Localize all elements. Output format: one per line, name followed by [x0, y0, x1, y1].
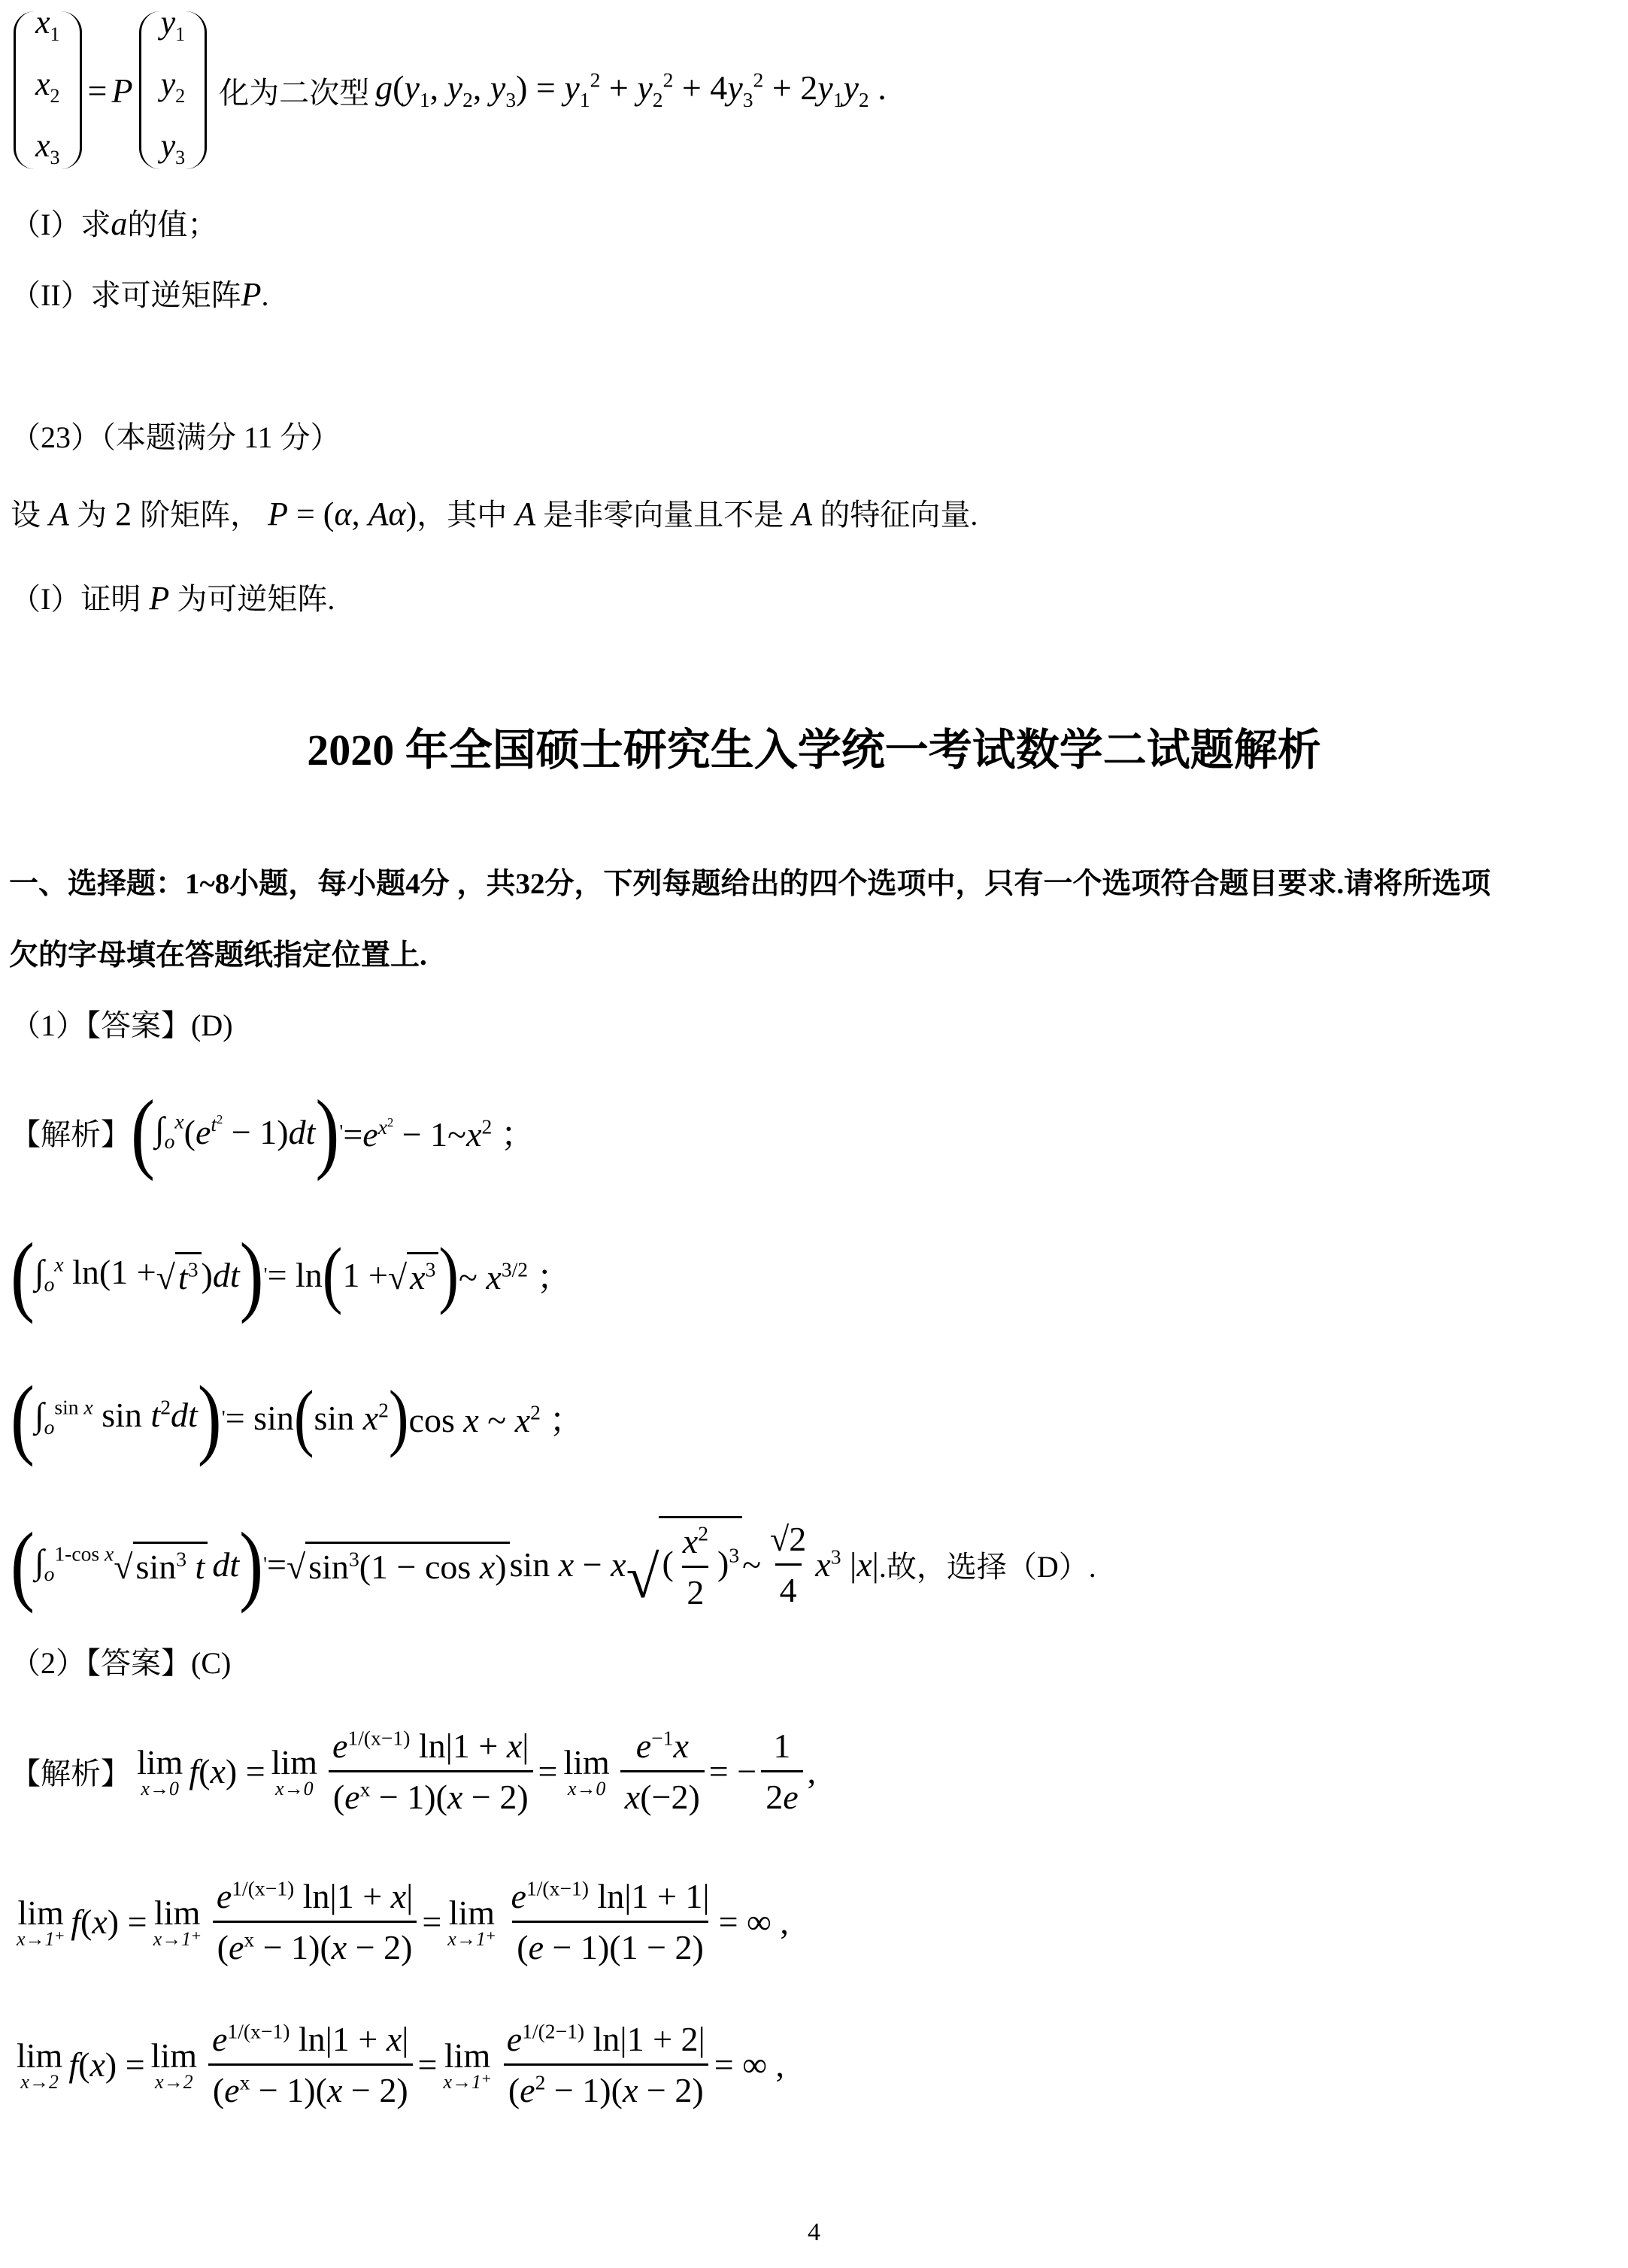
part-i-text: （I）求a的值； — [11, 205, 218, 242]
quadratic-form-phrase: 化为二次型 — [219, 75, 370, 110]
quadratic-form-formula: $g(y_1$, $y_2$, $y_3) = y_1^2 + y_2^2 + 4y_3^2 + 2y_1y_2$ . — [375, 68, 887, 112]
q23-statement: 设 A 为 2 阶矩阵， P = (α, Aα)，其中 A 是非零向量且不是 A 的特征向量. — [11, 496, 978, 532]
analysis-2-line-1: 【解析】 lim x→0 f(x) = lim x→0 $\frac{e^{1/(x-1)} \ln|1 + x|}{(e^x - 1)(x - 2)}$ = lim x→0 $\frac{e^{-1}x}{x(-2)}$ = − $\frac{1}{2e}$ , — [11, 1726, 817, 1816]
section-1-instructions-line1: 一、选择题：1~8小题，每小题4分 ，共32分，下列每题给出的四个选项中，只有一个选项符合题目要求.请将所选项 — [9, 868, 1491, 900]
q23-part-i: （I）证明 P 为可逆矩阵. — [11, 580, 335, 617]
analysis-1-line-3: ( $\int_o^{sin x}$ $\sin t^2dt$ ) ' = sin ( $\sin x^2$ ) cos x ~ $x^2$ ； — [11, 1366, 584, 1468]
matrix-transform-equation: $x_1$ $x_2$ $x_3$ = P $y_1$ $y_2$ $y_3$ 化为二次型 $g(y_1$, $y_2$, $y_3) = y_1^2 + y_2^2 + 4y_3^2 + 2y_1y_2$ . — [8, 8, 887, 173]
section-1-instructions-line2: 欠的字母填在答题纸指定位置上. — [9, 939, 427, 972]
analysis-2-line-2: lim x→1⁺ f(x) = lim x→1⁺ $\frac{e^{1/(x-1)} \ln|1 + x|}{(e^x - 1)(x - 2)}$ = lim x→1⁺ $\frac{e^{1/(x-1)} \ln|1 + 1|}{(e - 1)(1 - 2)}$ = ∞ , — [17, 1876, 789, 1966]
page-number: 4 — [808, 2218, 820, 2246]
q23-heading: （23）（本题满分 11 分） — [11, 420, 341, 454]
y-vector: $y_1$ $y_2$ $y_3$ — [139, 11, 208, 169]
analysis-1-line-4: ( $\int_o^{1-cos x}$ √ $\sin^3 t$ dt ) ' = √ $\sin^3(1 - \cos x)$ sin x − x √ ( $\frac{x^2}{2}$ )$^3$ ~ $\frac{√2}{4}$ $x^3$ |x| .故，选择（D）. — [11, 1513, 1096, 1615]
analysis-1-line-1: 【解析】 ( $\int_o^x$ $(e^{t^2} - 1)dt$ ) ' $=e^{x^2}$ − $1\sim x^2$ ； — [11, 1081, 535, 1182]
analysis-2-line-3: lim x→2 f(x) = lim x→2 $\frac{e^{1/(x-1)} \ln|1 + x|}{(e^x - 1)(x - 2)}$ = lim x→1⁺ $\frac{e^{1/(2-1)} \ln|1 + 2|}{(e^2 - 1)(x - 2)}$ = ∞ , — [17, 2019, 785, 2109]
analysis-label: 【解析】 — [11, 1117, 131, 1151]
part-ii-text: （II）求可逆矩阵P. — [11, 276, 269, 313]
page-title: 2020 年全国硕士研究生入学统一考试数学二试题解析 — [307, 726, 1321, 775]
analysis-1-line-2: ( $\int_o^x$ ln(1 + √ $t^3$ )dt ) ' = ln ( 1 + √ $x^3$ ) ~ $x^{3/2}$ ； — [11, 1223, 571, 1325]
x-vector: $x_1$ $x_2$ $x_3$ — [14, 11, 82, 169]
answer-1-conclusion: .故，选择（D）. — [878, 1549, 1096, 1584]
answer-1-label: （1）【答案】(D) — [11, 1008, 233, 1042]
answer-2-label: （2）【答案】(C) — [11, 1646, 232, 1680]
